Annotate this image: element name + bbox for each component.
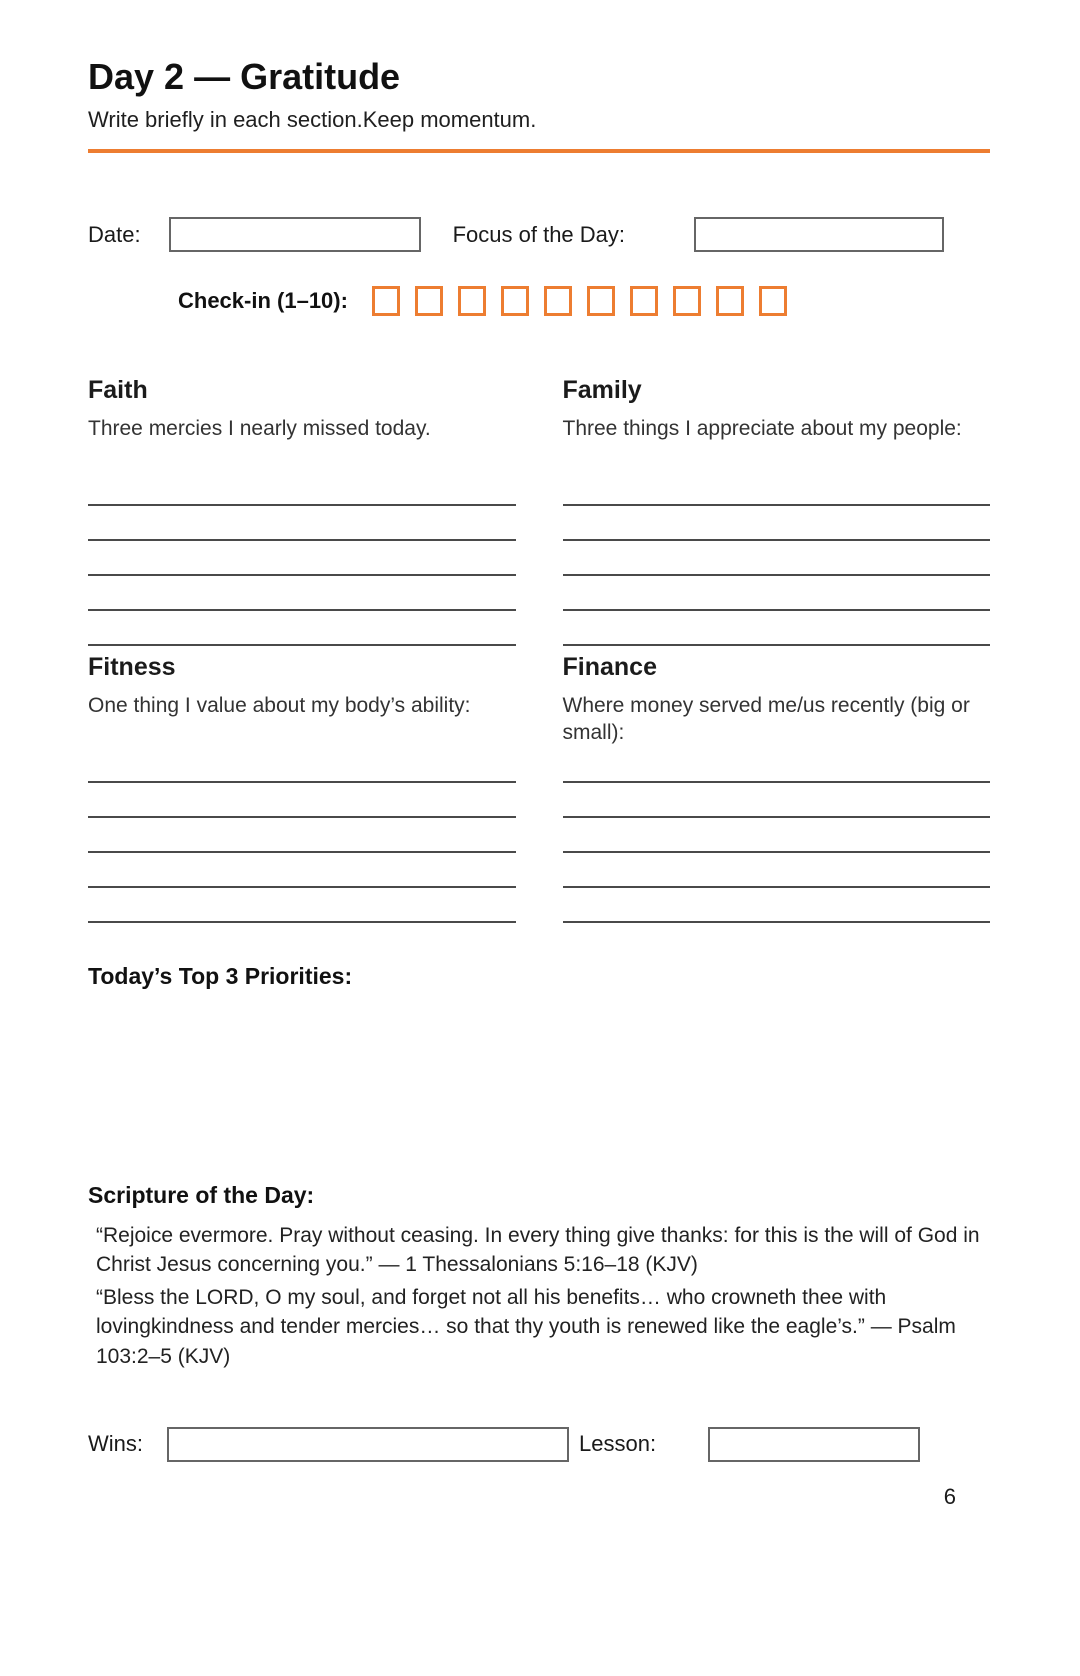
wins-label: Wins: bbox=[88, 1431, 143, 1457]
section-fitness-lines bbox=[88, 748, 516, 923]
write-line[interactable] bbox=[563, 471, 991, 506]
write-line[interactable] bbox=[563, 506, 991, 541]
write-line[interactable] bbox=[88, 611, 516, 646]
write-line[interactable] bbox=[88, 853, 516, 888]
checkin-box-5[interactable] bbox=[544, 286, 572, 316]
wins-input[interactable] bbox=[167, 1427, 569, 1462]
section-faith-lines bbox=[88, 471, 516, 646]
write-line[interactable] bbox=[563, 818, 991, 853]
write-line[interactable] bbox=[563, 541, 991, 576]
section-family-lines bbox=[563, 471, 991, 646]
section-finance-prompt: Where money served me/us recently (big or small): bbox=[562, 694, 970, 745]
section-faith-prompt: Three mercies I nearly missed today. bbox=[88, 417, 431, 440]
journal-page bbox=[0, 56, 1080, 1676]
checkin-box-3[interactable] bbox=[458, 286, 486, 316]
lesson-label: Lesson: bbox=[579, 1431, 657, 1457]
page-number: 6 bbox=[943, 1483, 956, 1509]
scripture-heading: Scripture of the Day: bbox=[88, 1182, 315, 1208]
write-line[interactable] bbox=[88, 783, 516, 818]
write-line[interactable] bbox=[88, 576, 516, 611]
write-line[interactable] bbox=[563, 853, 991, 888]
priorities-heading: Today’s Top 3 Priorities: bbox=[88, 963, 353, 989]
date-label: Date: bbox=[88, 221, 141, 247]
section-finance-lines bbox=[563, 748, 991, 923]
write-line[interactable] bbox=[88, 541, 516, 576]
checkin-boxes bbox=[372, 286, 787, 316]
checkin-box-2[interactable] bbox=[415, 286, 443, 316]
section-faith-title: Faith bbox=[88, 376, 148, 404]
write-line[interactable] bbox=[563, 611, 991, 646]
section-finance-title: Finance bbox=[562, 653, 657, 681]
accent-divider bbox=[88, 149, 990, 153]
write-line[interactable] bbox=[563, 748, 991, 783]
checkin-box-4[interactable] bbox=[501, 286, 529, 316]
write-line[interactable] bbox=[88, 888, 516, 923]
section-finance bbox=[563, 653, 991, 923]
write-line[interactable] bbox=[88, 506, 516, 541]
section-fitness bbox=[88, 653, 516, 923]
checkin-label: Check-in (1–10): bbox=[178, 288, 348, 313]
section-family-title: Family bbox=[562, 376, 642, 404]
scripture-quotes bbox=[96, 1221, 990, 1371]
scripture-quote-1: “Rejoice evermore. Pray without ceasing. In every thing give thanks: for this is the will of God in Christ Jesus concerning you.” — 1 Thessalonians 5:16–18 (KJV) bbox=[96, 1224, 980, 1277]
page-title: Day 2 — Gratitude bbox=[88, 56, 401, 97]
write-line[interactable] bbox=[563, 576, 991, 611]
priorities-write-area[interactable] bbox=[88, 990, 990, 1182]
write-line[interactable] bbox=[563, 783, 991, 818]
section-family-prompt: Three things I appreciate about my people: bbox=[562, 417, 962, 440]
checkin-box-1[interactable] bbox=[372, 286, 400, 316]
checkin-row bbox=[88, 286, 990, 316]
checkin-box-7[interactable] bbox=[630, 286, 658, 316]
focus-input[interactable] bbox=[694, 217, 944, 252]
checkin-box-6[interactable] bbox=[587, 286, 615, 316]
date-input[interactable] bbox=[169, 217, 421, 252]
section-faith bbox=[88, 376, 516, 646]
write-line[interactable] bbox=[88, 471, 516, 506]
section-fitness-prompt: One thing I value about my body’s ability: bbox=[88, 694, 471, 717]
write-line[interactable] bbox=[563, 888, 991, 923]
checkin-box-10[interactable] bbox=[759, 286, 787, 316]
write-line[interactable] bbox=[88, 748, 516, 783]
scripture-quote-2: “Bless the LORD, O my soul, and forget not all his benefits… who crowneth thee with lovingkindness and tender mercies… so that thy youth is renewed like the eagle’s.” — Psalm 103:2–5 (KJV) bbox=[96, 1285, 956, 1368]
write-line[interactable] bbox=[88, 818, 516, 853]
section-family bbox=[563, 376, 991, 646]
section-fitness-title: Fitness bbox=[88, 653, 176, 681]
sections-grid bbox=[88, 376, 990, 923]
checkin-box-9[interactable] bbox=[716, 286, 744, 316]
checkin-box-8[interactable] bbox=[673, 286, 701, 316]
wins-lesson-row bbox=[88, 1427, 990, 1462]
lesson-input[interactable] bbox=[708, 1427, 920, 1462]
page-subtitle: Write briefly in each section.Keep momentum. bbox=[88, 107, 537, 132]
date-focus-row bbox=[88, 217, 990, 252]
focus-label: Focus of the Day: bbox=[452, 221, 626, 247]
